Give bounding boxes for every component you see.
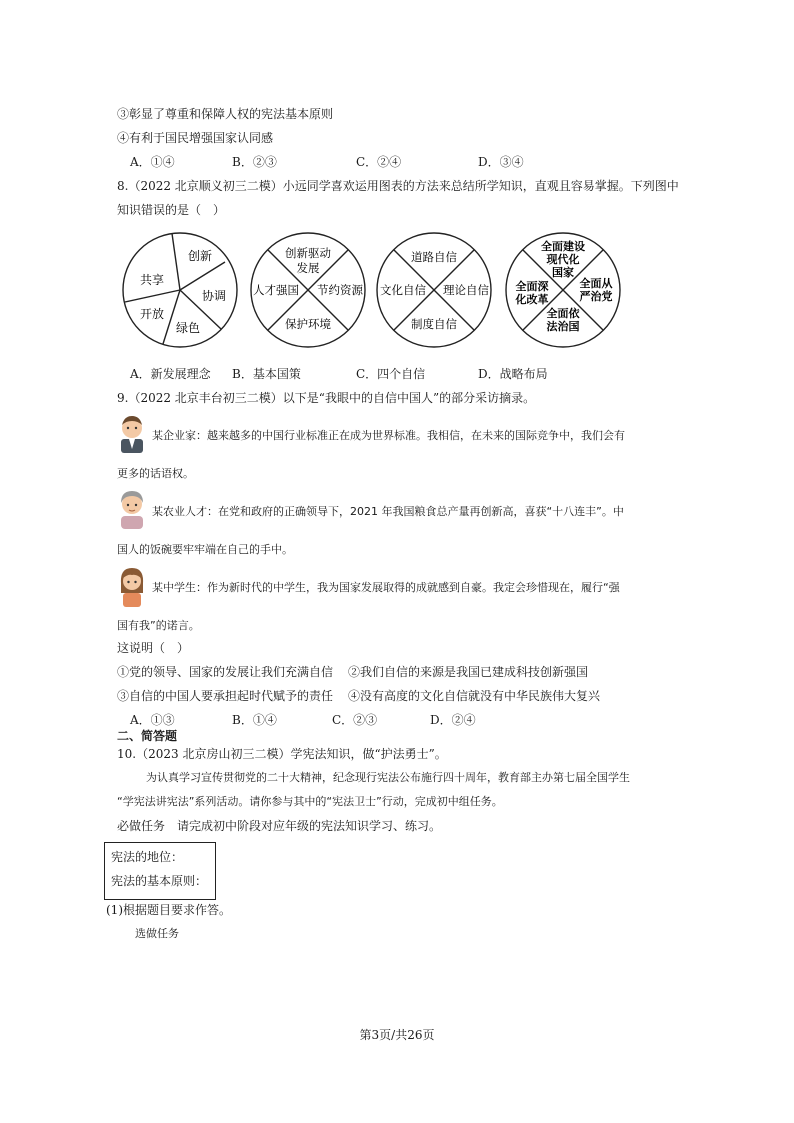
q9-statement-2: ②我们自信的来源是我国已建成科技创新强国	[348, 665, 589, 679]
speaker1-line2: 更多的话语权。	[117, 467, 194, 480]
optional-task: 选做任务	[135, 927, 179, 940]
speaker3-line2: 国有我”的诺言。	[117, 619, 200, 632]
constitution-box	[104, 842, 216, 900]
q10-para2: “学宪法讲宪法”系列活动。请你参与其中的“宪法卫士”行动，完成初中组任务。	[117, 795, 503, 808]
c1-label-4: 开放	[140, 307, 165, 321]
c4-label-1a: 全面建设	[541, 240, 585, 253]
c4-label-2a: 全面深	[515, 280, 549, 293]
q8-stem-line2: 知识错误的是（ ）	[117, 203, 226, 217]
q8-option-b[interactable]: B．基本国策	[232, 367, 301, 381]
q8-option-d[interactable]: D．战略布局	[478, 367, 548, 381]
c4-label-3b: 严治党	[579, 290, 613, 303]
c4-label-4b: 法治国	[546, 320, 580, 333]
box-line-principles: 宪法的基本原则：	[111, 874, 208, 888]
speaker3-line1: 某中学生：作为新时代的中学生，我为国家发展取得的成就感到自豪。我定会珍惜现在，履行“强	[152, 581, 620, 594]
c4-label-2b: 化改革	[515, 293, 549, 306]
c4-label-1b: 现代化	[546, 253, 580, 266]
q7-option-b[interactable]: B．②③	[232, 155, 277, 169]
q8-option-c[interactable]: C．四个自信	[356, 367, 426, 381]
c2-label-2: 人才强国	[253, 283, 299, 297]
c3-label-1: 道路自信	[411, 250, 457, 264]
q9-statement-3: ③自信的中国人要承担起时代赋予的责任	[117, 689, 334, 703]
q9-option-b[interactable]: B．①④	[232, 713, 277, 727]
q7-option-a[interactable]: A．①④	[130, 155, 175, 169]
q8-stem-line1: 8.（2022 北京顺义初三二模）小远同学喜欢运用图表的方法来总结所学知识，直观且容易掌握。下列图中	[117, 179, 679, 193]
c1-label-1: 创新	[188, 249, 213, 263]
c1-label-2: 共享	[140, 273, 165, 287]
q9-ask: 这说明（ ）	[117, 641, 190, 655]
c3-label-2: 文化自信	[380, 283, 426, 297]
speaker2-line1: 某农业人才：在党和政府的正确领导下，2021 年我国粮食总产量再创新高，喜获“十八连丰”。中	[152, 505, 624, 518]
circle-strategic-layout	[506, 233, 620, 347]
c1-label-5: 绿色	[176, 321, 201, 335]
q9-statement-1: ①党的领导、国家的发展让我们充满自信	[117, 665, 334, 679]
q10-para1: 为认真学习宣传贯彻党的二十大精神，纪念现行宪法公布施行四十周年，教育部主办第七届全国学生	[146, 771, 630, 784]
section-title: 二、简答题	[117, 729, 178, 743]
sub-question-1: (1)根据题目要求作答。	[106, 903, 231, 917]
statement-4: ④有利于国民增强国家认同感	[117, 131, 274, 145]
c4-label-3a: 全面从	[579, 277, 613, 290]
q8-circle-diagrams	[118, 232, 638, 352]
circle-new-development-concept	[123, 233, 237, 347]
c2-label-1a: 创新驱动	[285, 246, 331, 260]
businessman-avatar-icon	[117, 413, 147, 453]
c3-label-3: 理论自信	[443, 283, 489, 297]
required-task: 必做任务 请完成初中阶段对应年级的宪法知识学习、练习。	[117, 819, 442, 833]
box-line-status: 宪法的地位：	[111, 850, 184, 864]
q8-option-a[interactable]: A．新发展理念	[130, 367, 211, 381]
circle-four-confidences	[377, 233, 491, 347]
c4-label-1c: 国家	[552, 266, 574, 279]
c4-label-4a: 全面依	[546, 307, 580, 320]
page-footer: 第3页/共26页	[359, 1028, 435, 1042]
statement-3: ③彰显了尊重和保障人权的宪法基本原则	[117, 107, 334, 121]
elderly-avatar-icon	[117, 489, 147, 529]
q9-statement-4: ④没有高度的文化自信就没有中华民族伟大复兴	[348, 689, 601, 703]
speaker2-line2: 国人的饭碗要牢牢端在自己的手中。	[117, 543, 293, 556]
student-avatar-icon	[117, 565, 147, 607]
c2-label-1b: 发展	[296, 261, 320, 275]
c1-label-3: 协调	[202, 289, 227, 303]
q7-option-d[interactable]: D．③④	[478, 155, 524, 169]
q7-option-c[interactable]: C．②④	[356, 155, 402, 169]
q9-option-a[interactable]: A．①③	[130, 713, 175, 727]
q9-option-d[interactable]: D．②④	[430, 713, 476, 727]
circle-basic-national-policy	[251, 233, 365, 347]
c2-label-4: 保护环境	[285, 317, 331, 331]
speaker1-line1: 某企业家：越来越多的中国行业标准正在成为世界标准。我相信，在未来的国际竞争中，我们会有	[152, 429, 625, 442]
q10-stem: 10.（2023 北京房山初三二模）学宪法知识，做“护法勇士”。	[117, 747, 447, 761]
c3-label-4: 制度自信	[411, 317, 457, 331]
c2-label-3: 节约资源	[317, 283, 363, 297]
q9-option-c[interactable]: C．②③	[332, 713, 378, 727]
q9-stem: 9.（2022 北京丰台初三二模）以下是“我眼中的自信中国人”的部分采访摘录。	[117, 391, 536, 405]
